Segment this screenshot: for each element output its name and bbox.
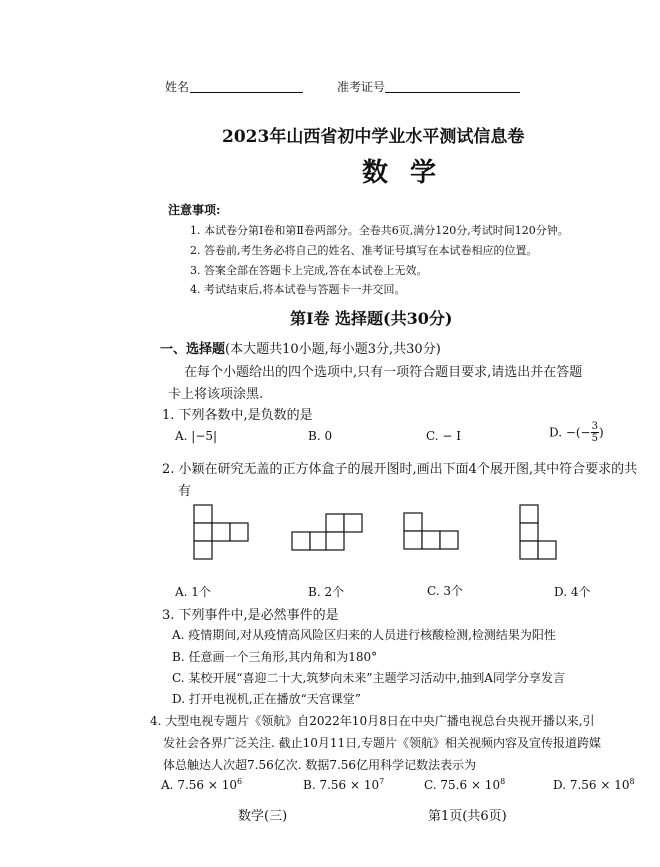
name-underline bbox=[190, 92, 303, 93]
q4-stem-cont: 体总触达人次超7.56亿次. 数据7.56亿用科学记数法表示为 bbox=[163, 758, 477, 772]
q2-option-b: B. 2个 bbox=[308, 585, 345, 599]
cube-net-figure-b bbox=[290, 512, 364, 556]
footer-subject: 数学(三) bbox=[238, 809, 288, 824]
exam-id-underline bbox=[385, 92, 520, 93]
page-title: 2023年山西省初中学业水平测试信息卷 bbox=[222, 127, 525, 147]
q3-option-c: C. 某校开展“喜迎二十大,筑梦向未来”主题学习活动中,抽到A同学分享发言 bbox=[172, 671, 565, 685]
section-heading: 第Ⅰ卷 选择题(共30分) bbox=[290, 309, 453, 328]
q1-option-b: B. 0 bbox=[308, 429, 333, 443]
q2-stem: 2. 小颖在研究无盖的正方体盒子的展开图时,画出下面4个展开图,其中符合要求的共 bbox=[162, 462, 638, 477]
instruction-line: 在每个小题给出的四个选项中,只有一项符合题目要求,请选出并在答题 bbox=[184, 365, 583, 380]
q3-option-a: A. 疫情期间,对从疫情高风险区归来的人员进行核酸检测,检测结果为阳性 bbox=[172, 628, 556, 642]
q4-option-c: C. $75.6 \times 10^8$ bbox=[424, 777, 506, 792]
q2-option-c: C. 3个 bbox=[427, 584, 464, 598]
q2-option-a: A. 1个 bbox=[175, 585, 211, 599]
q3-stem: 3. 下列事件中,是必然事件的是 bbox=[162, 608, 339, 623]
q3-option-d: D. 打开电视机,正在播放“天宫课堂” bbox=[172, 692, 361, 706]
q4-option-a: A. $7.56 \times 10^6$ bbox=[161, 777, 243, 792]
note-item: 3. 答案全部在答题卡上完成,答在本试卷上无效。 bbox=[190, 264, 428, 277]
q4-option-b: B. $7.56 \times 10^7$ bbox=[303, 777, 385, 792]
q1-option-c: C. − I bbox=[426, 429, 461, 443]
q4-option-d: D. $7.56 \times 10^8$ bbox=[553, 777, 635, 792]
notes-heading: 注意事项: bbox=[168, 203, 221, 217]
q2-option-d: D. 4个 bbox=[554, 585, 591, 599]
subject-title: 数学 bbox=[362, 158, 459, 188]
cube-net-figure-d bbox=[516, 503, 578, 565]
q1-stem: 1. 下列各数中,是负数的是 bbox=[162, 408, 313, 423]
cube-net-figure-a bbox=[190, 503, 252, 565]
note-item: 2. 答卷前,考生务必将自己的姓名、准考证号填写在本试卷相应的位置。 bbox=[190, 244, 538, 257]
fraction: $\frac{3}{5}$ bbox=[591, 421, 598, 444]
q3-option-b: B. 任意画一个三角形,其内角和为180° bbox=[172, 650, 378, 664]
q1-option-d: D. −(− $\frac{3}{5}$ ) bbox=[549, 421, 604, 444]
cube-net-figure-c bbox=[400, 511, 462, 555]
q2-stem-cont: 有 bbox=[178, 484, 192, 499]
q4-stem-cont: 发社会各界广泛关注. 截止10月11日,专题片《领航》相关视频内容及宣传报道跨媒 bbox=[163, 736, 601, 750]
footer-page-number: 第1页(共6页) bbox=[428, 809, 507, 824]
note-item: 4. 考试结束后,将本试卷与答题卡一并交回。 bbox=[190, 283, 406, 296]
note-item: 1. 本试卷分第Ⅰ卷和第Ⅱ卷两部分。全卷共6页,满分120分,考试时间120分钟。 bbox=[190, 224, 569, 237]
name-label: 姓名 bbox=[165, 80, 190, 94]
q4-stem: 4. 大型电视专题片《领航》自2022年10月8日在中央广播电视总台央视开播以来,引 bbox=[150, 714, 595, 728]
q1-option-a: A. |−5| bbox=[175, 429, 218, 443]
instruction-line: 卡上将该项涂黑. bbox=[168, 387, 264, 402]
part-title: 一、选择题(本大题共10小题,每小题3分,共30分) bbox=[160, 342, 441, 357]
exam-id-label: 准考证号 bbox=[337, 80, 386, 94]
